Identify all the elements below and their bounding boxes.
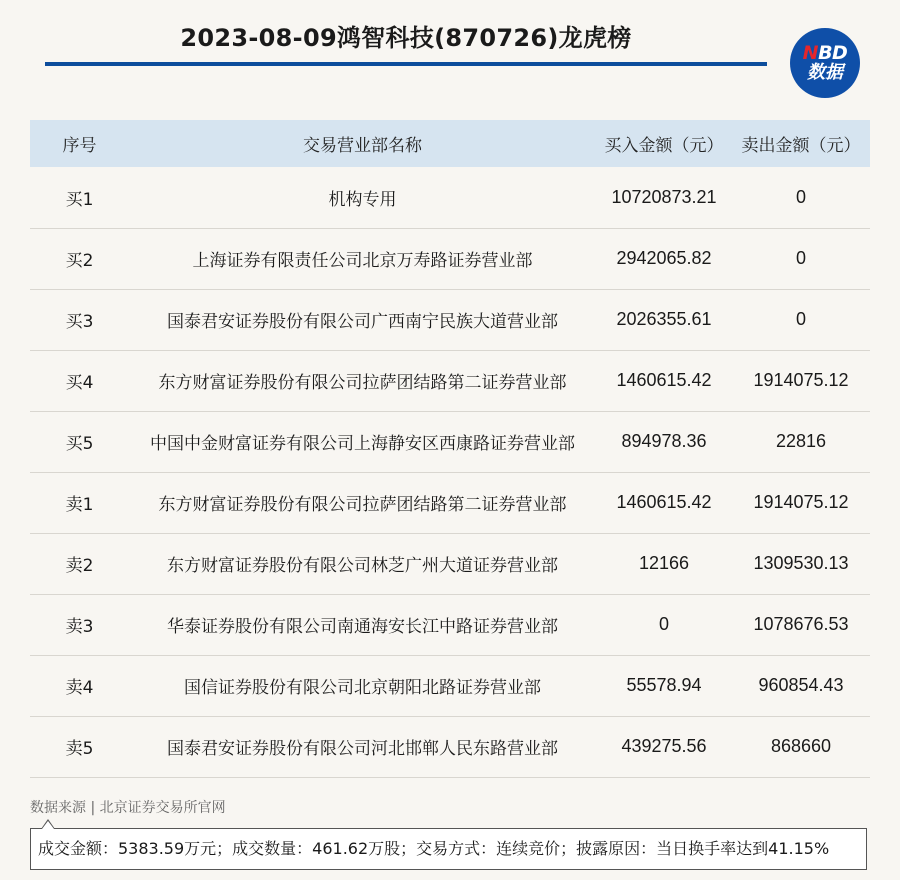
- branch-name: 东方财富证券股份有限公司拉萨团结路第二证券营业部: [158, 373, 567, 393]
- title-underline: [45, 62, 767, 66]
- buy-amount: 2026355.61: [616, 309, 712, 329]
- row-index: 买1: [65, 189, 94, 210]
- header-index: 序号: [62, 136, 97, 156]
- branch-name: 华泰证券股份有限公司南通海安长江中路证券营业部: [167, 617, 558, 637]
- row-index: 买4: [65, 373, 94, 393]
- data-source: 数据来源 | 北京证券交易所官网: [30, 800, 226, 816]
- sell-amount: 960854.43: [758, 675, 844, 695]
- row-index: 卖1: [65, 495, 94, 515]
- buy-amount: 1460615.42: [616, 492, 712, 512]
- buy-amount: 2942065.82: [616, 248, 712, 268]
- sell-amount: 1914075.12: [753, 492, 849, 512]
- sell-amount: 1078676.53: [753, 614, 849, 634]
- row-index: 卖2: [65, 556, 94, 576]
- row-index: 买3: [65, 312, 94, 332]
- sell-amount: 1309530.13: [753, 553, 849, 573]
- branch-name: 国信证券股份有限公司北京朝阳北路证券营业部: [184, 678, 541, 698]
- dragon-tiger-table: [30, 120, 870, 778]
- trade-summary-note: 成交金额：5383.59万元；成交数量：461.62万股；交易方式：连续竞价；披露原因：当日换手率达到41.15%: [30, 828, 867, 870]
- header-buy-amount: 买入金额（元）: [604, 136, 724, 156]
- table-row: [30, 411, 870, 472]
- logo-text-data: 数据: [807, 62, 843, 83]
- sell-amount: 0: [795, 309, 806, 329]
- buy-amount: 12166: [638, 553, 690, 573]
- buy-amount: 894978.36: [621, 431, 707, 451]
- table-row: [30, 289, 870, 350]
- table-row: [30, 716, 870, 777]
- header-branch-name: 交易营业部名称: [303, 136, 422, 156]
- nbd-logo: [790, 28, 860, 98]
- row-index: 卖3: [65, 617, 94, 637]
- branch-name: 东方财富证券股份有限公司拉萨团结路第二证券营业部: [158, 495, 567, 515]
- sell-amount: 868660: [770, 736, 832, 756]
- table-header-row: [30, 120, 870, 167]
- table-row: [30, 594, 870, 655]
- page-title: 2023-08-09鸿智科技(870726)龙虎榜: [180, 24, 632, 52]
- branch-name: 中国中金财富证券有限公司上海静安区西康路证券营业部: [150, 434, 575, 454]
- logo-text-nbd: NBD: [802, 42, 848, 64]
- row-index: 卖5: [65, 739, 94, 759]
- row-index: 卖4: [65, 678, 94, 698]
- table-row: [30, 655, 870, 716]
- sell-amount: 0: [795, 186, 806, 207]
- table-row: [30, 350, 870, 411]
- buy-amount: 439275.56: [621, 736, 707, 756]
- buy-amount: 1460615.42: [616, 370, 712, 390]
- branch-name: 上海证券有限责任公司北京万寿路证券营业部: [192, 251, 533, 271]
- buy-amount: 55578.94: [626, 675, 702, 695]
- branch-name: 国泰君安证券股份有限公司广西南宁民族大道营业部: [167, 312, 558, 332]
- sell-amount: 22816: [775, 431, 827, 451]
- buy-amount: 0: [658, 614, 669, 634]
- header-sell-amount: 卖出金额（元）: [741, 136, 861, 156]
- table-row: [30, 472, 870, 533]
- sell-amount: 1914075.12: [753, 370, 849, 390]
- sell-amount: 0: [795, 248, 806, 268]
- table-row: [30, 228, 870, 289]
- buy-amount: 10720873.21: [611, 186, 717, 207]
- row-index: 买2: [65, 251, 94, 271]
- branch-name: 国泰君安证券股份有限公司河北邯郸人民东路营业部: [167, 739, 558, 759]
- table-row: [30, 167, 870, 228]
- table-row: [30, 533, 870, 594]
- branch-name: 东方财富证券股份有限公司林芝广州大道证券营业部: [167, 556, 558, 576]
- row-index: 买5: [65, 434, 94, 454]
- branch-name: 机构专用: [328, 189, 397, 210]
